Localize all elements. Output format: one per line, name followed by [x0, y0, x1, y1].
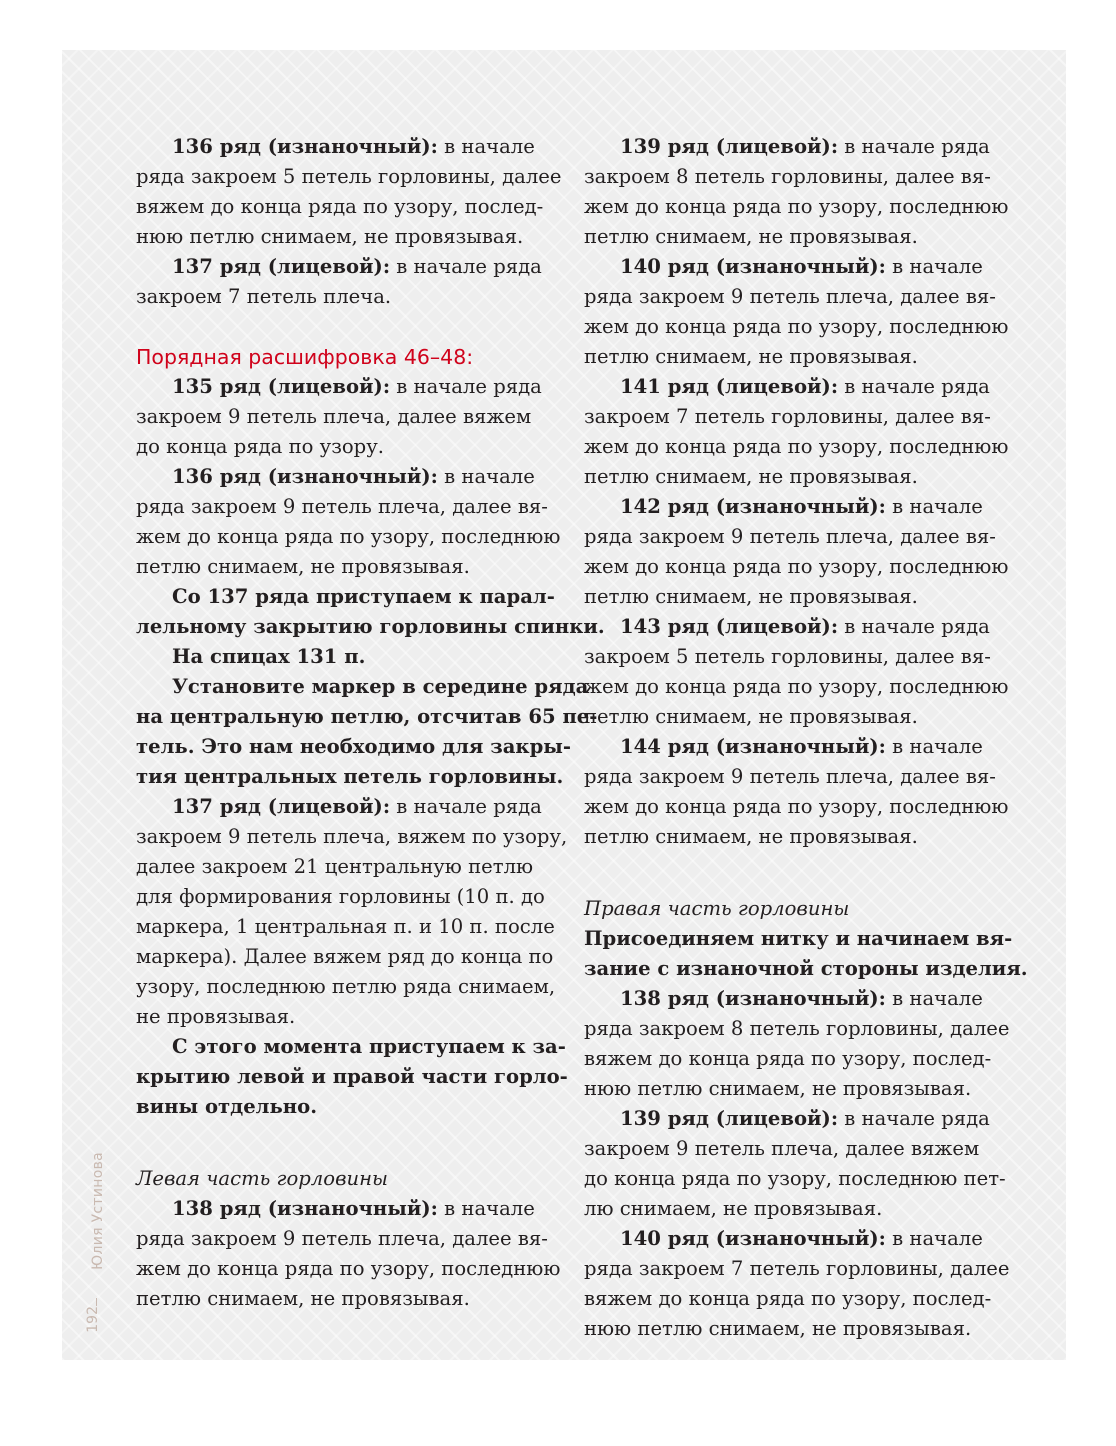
row-label: 137 ряд (лицевой): — [172, 255, 391, 278]
text-line: закроем 7 петель плеча. — [136, 285, 392, 308]
text-line: в начале ряда — [838, 1107, 990, 1130]
text-line: лельному закрытию горловины спинки. — [136, 615, 605, 638]
paragraph-row-141 — [584, 372, 1014, 492]
row-label: 135 ряд (лицевой): — [172, 375, 391, 398]
paragraph-row-140r — [584, 1224, 1014, 1344]
text-line: закроем 7 петель горловины, далее вя- — [584, 405, 991, 428]
text-line: в начале ряда — [390, 255, 542, 278]
text-line: петлю снимаем, не провязывая. — [584, 705, 918, 728]
row-label: 141 ряд (лицевой): — [620, 375, 839, 398]
text-line: ряда закроем 7 петель горловины, далее — [584, 1257, 1010, 1280]
text-line: для формирования горловины (10 п. до — [136, 885, 545, 908]
text-line: петлю снимаем, не провязывая. — [584, 825, 918, 848]
text-line: С этого момента приступаем к за- — [172, 1035, 566, 1058]
text-line: вяжем до конца ряда по узору, послед- — [584, 1287, 992, 1310]
text-line: петлю снимаем, не провязывая. — [136, 555, 470, 578]
bold-note-marker — [136, 672, 598, 792]
paragraph-row-137 — [136, 252, 556, 312]
text-line: закроем 9 петель плеча, далее вяжем — [136, 405, 532, 428]
author-name: Юлия Устинова — [90, 1152, 106, 1270]
text-line: жем до конца ряда по узору, последнюю — [584, 435, 1009, 458]
text-line: в начале — [437, 465, 535, 488]
bold-note-separate — [136, 1032, 568, 1122]
text-line: нюю петлю снимаем, не провязывая. — [136, 225, 524, 248]
text-line: жем до конца ряда по узору, последнюю — [584, 675, 1009, 698]
text-line: петлю снимаем, не провязывая. — [584, 345, 918, 368]
text-line: вяжем до конца ряда по узору, послед- — [136, 195, 544, 218]
paragraph-row-138 — [136, 1194, 561, 1314]
text-line: не провязывая. — [136, 1005, 296, 1028]
text-line: закроем 9 петель плеча, вяжем по узору, — [136, 825, 568, 848]
text-line: Присоединяем нитку и начинаем вя- — [584, 927, 1013, 950]
text-line: маркера, 1 центральная п. и 10 п. после — [136, 915, 555, 938]
text-line: закроем 5 петель горловины, далее вя- — [584, 645, 991, 668]
text-line: петлю снимаем, не провязывая. — [584, 465, 918, 488]
text-line: в начале — [437, 1197, 535, 1220]
row-label: 138 ряд (изнаночный): — [172, 1197, 438, 1220]
subheading-left-neck: Левая часть горловины — [136, 1167, 388, 1190]
paragraph-row-140 — [584, 252, 1014, 372]
text-line: На спицах 131 п. — [172, 645, 366, 668]
text-line: тия центральных петель горловины. — [136, 765, 564, 788]
paragraph-row-135 — [136, 372, 556, 462]
text-line: тель. Это нам необходимо для закры- — [136, 735, 572, 758]
row-label: 137 ряд (лицевой): — [172, 795, 391, 818]
text-line: ряда закроем 5 петель горловины, далее — [136, 165, 562, 188]
bold-note-parallel — [136, 582, 605, 642]
right-column — [584, 132, 1028, 1344]
text-line: ряда закроем 9 петель плеча, далее вя- — [584, 525, 996, 548]
text-line: ряда закроем 8 петель горловины, далее — [584, 1017, 1010, 1040]
text-line: в начале ряда — [838, 615, 990, 638]
text-line: маркера). Далее вяжем ряд до конца по — [136, 945, 554, 968]
row-label: 136 ряд (изнаночный): — [172, 465, 438, 488]
text-line: жем до конца ряда по узору, последнюю — [584, 795, 1009, 818]
text-line: в начале — [885, 255, 983, 278]
text-line: в начале — [437, 135, 535, 158]
text-line: в начале ряда — [838, 375, 990, 398]
paragraph-row-144 — [584, 732, 1014, 852]
subheading-right-neck: Правая часть горловины — [584, 897, 850, 920]
text-line: Установите маркер в середине ряда — [172, 675, 589, 698]
text-line: петлю снимаем, не провязывая. — [584, 225, 918, 248]
text-line: узору, последнюю петлю ряда снимаем, — [136, 975, 556, 998]
text-line: жем до конца ряда по узору, последнюю — [136, 1257, 561, 1280]
text-line: закроем 8 петель горловины, далее вя- — [584, 165, 991, 188]
text-line: лю снимаем, не провязывая. — [584, 1197, 883, 1220]
text-line: жем до конца ряда по узору, последнюю — [584, 315, 1009, 338]
bold-note-attach-yarn — [584, 924, 1028, 984]
paragraph-row-136 — [136, 132, 562, 252]
left-column — [136, 132, 605, 1314]
bold-note-stitches — [136, 642, 556, 672]
text-line: нюю петлю снимаем, не провязывая. — [584, 1317, 972, 1340]
row-label: 144 ряд (изнаночный): — [620, 735, 886, 758]
text-line: до конца ряда по узору. — [136, 435, 384, 458]
text-line: в начале — [885, 1227, 983, 1250]
text-line: далее закроем 21 центральную петлю — [136, 855, 534, 878]
text-line: петлю снимаем, не провязывая. — [136, 1287, 470, 1310]
text-line: жем до конца ряда по узору, последнюю — [584, 195, 1009, 218]
page-number: 192 — [85, 1306, 101, 1333]
row-label: 139 ряд (лицевой): — [620, 135, 839, 158]
text-line: крытию левой и правой части горло- — [136, 1065, 568, 1088]
paragraph-row-138r — [584, 984, 1014, 1104]
text-line: нюю петлю снимаем, не провязывая. — [584, 1077, 972, 1100]
row-label: 140 ряд (изнаночный): — [620, 255, 886, 278]
text-line: в начале ряда — [838, 135, 990, 158]
paragraph-row-139r — [584, 1104, 1014, 1224]
text-line: в начале — [885, 987, 983, 1010]
text-line: зание с изнаночной стороны изделия. — [584, 957, 1028, 980]
text-line: ряда закроем 9 петель плеча, далее вя- — [136, 1227, 548, 1250]
paragraph-row-142 — [584, 492, 1014, 612]
text-line: жем до конца ряда по узору, последнюю — [584, 555, 1009, 578]
text-line: закроем 9 петель плеча, далее вяжем — [584, 1137, 980, 1160]
sidebar-divider — [96, 1298, 97, 1306]
text-line: до конца ряда по узору, последнюю пет- — [584, 1167, 1006, 1190]
row-label: 142 ряд (изнаночный): — [620, 495, 886, 518]
row-label: 136 ряд (изнаночный): — [172, 135, 438, 158]
text-line: жем до конца ряда по узору, последнюю — [136, 525, 561, 548]
paragraph-row-136b — [136, 462, 561, 582]
paragraph-row-137b — [136, 792, 568, 1032]
text-line: петлю снимаем, не провязывая. — [584, 585, 918, 608]
row-label: 138 ряд (изнаночный): — [620, 987, 886, 1010]
text-line: ряда закроем 9 петель плеча, далее вя- — [136, 495, 548, 518]
row-label: 139 ряд (лицевой): — [620, 1107, 839, 1130]
section-heading: Порядная расшифровка 46–48: — [136, 345, 474, 369]
row-label: 140 ряд (изнаночный): — [620, 1227, 886, 1250]
text-line: вяжем до конца ряда по узору, послед- — [584, 1047, 992, 1070]
text-line: ряда закроем 9 петель плеча, далее вя- — [584, 765, 996, 788]
paragraph-row-143 — [584, 612, 1014, 732]
text-line: в начале ряда — [390, 795, 542, 818]
text-line: в начале ряда — [390, 375, 542, 398]
text-line: на центральную петлю, отсчитав 65 пе- — [136, 705, 598, 728]
row-label: 143 ряд (лицевой): — [620, 615, 839, 638]
text-line: в начале — [885, 735, 983, 758]
text-line: Со 137 ряда приступаем к парал- — [172, 585, 555, 608]
text-line: ряда закроем 9 петель плеча, далее вя- — [584, 285, 996, 308]
paragraph-row-139 — [584, 132, 1014, 252]
text-line: в начале — [885, 495, 983, 518]
text-line: вины отдельно. — [136, 1095, 318, 1118]
